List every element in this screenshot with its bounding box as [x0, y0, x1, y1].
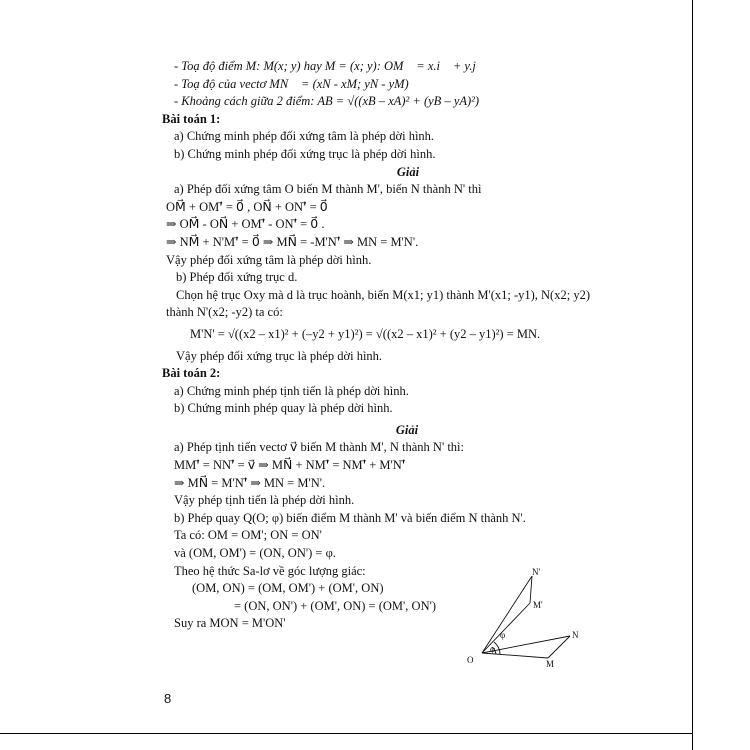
math-line: (OM, ON) = (OM, OM') + (OM', ON)	[192, 581, 384, 596]
text-line: a) Phép tịnh tiến vectơ v⃗ biến M thành M', N thành N' thì:	[174, 440, 464, 455]
label-n-prime: N'	[532, 568, 541, 577]
label-n: N	[572, 630, 579, 640]
text-line: Theo hệ thức Sa-lơ về góc lượng giác:	[174, 563, 366, 578]
text-line: Vậy phép tịnh tiến là phép dời hình.	[174, 493, 355, 508]
ray-on-prime	[482, 576, 532, 653]
label-m-prime: M'	[533, 600, 543, 610]
solution-heading: Giải	[396, 164, 420, 179]
solution-heading: Giải	[395, 422, 419, 437]
label-phi: φ	[500, 630, 506, 640]
text-line: - Khoảng cách giữa 2 điểm: AB = √((xB – xA)² + (yB – yA)²)	[174, 94, 480, 109]
text-line: - Toạ độ của vectơ MN⃗ = (xN - xM; yN - yM)	[174, 76, 409, 91]
label-m: M	[546, 659, 555, 668]
text-line: b) Chứng minh phép quay là phép dời hình.	[174, 401, 393, 416]
label-o: O	[467, 655, 474, 665]
page-number: 8	[164, 691, 172, 706]
text-line: và (OM, OM') = (ON, ON') = φ.	[174, 546, 336, 561]
math-line: OM⃗ + OM'⃗ = 0⃗ , ON⃗ + ON'⃗ = 0⃗	[166, 199, 328, 214]
text-line: b) Phép đối xứng trục d.	[176, 270, 298, 285]
section-heading: Bài toán 1:	[162, 111, 221, 126]
text-line: a) Chứng minh phép đối xứng tâm là phép dời hình.	[174, 129, 435, 144]
text-line: b) Chứng minh phép đối xứng trục là phép dời hình.	[174, 146, 436, 161]
math-formula: M'N' = √((x2 – x1)² + (–y2 + y1)²) = √((x2 – x1)² + (y2 – y1)²) = MN.	[190, 326, 541, 341]
math-line: MM'⃗ = NN'⃗ = v⃗ ⇒ MN⃗ + NM'⃗ = NM'⃗ + M'N'⃗	[174, 458, 406, 473]
rotation-diagram	[460, 568, 590, 668]
text-line: Ta có: OM = OM'; ON = ON'	[174, 528, 322, 543]
label-phi: φ	[490, 644, 496, 654]
page-content	[162, 58, 682, 633]
text-line: Vậy phép đối xứng trục là phép dời hình.	[176, 348, 383, 363]
math-line: ⇒ OM⃗ - ON⃗ + OM'⃗ - ON'⃗ = 0⃗ .	[166, 217, 325, 232]
section-heading: Bài toán 2:	[162, 366, 221, 381]
segment-mprime-nprime	[530, 576, 532, 603]
text-line: - Toạ độ điểm M: M(x; y) hay M = (x; y): OM⃗ = x.i⃗ + y.j⃗	[174, 59, 486, 73]
math-line: Suy ra MON = M'ON'	[174, 616, 286, 631]
math-line: = (ON, ON') + (OM', ON) = (OM', ON')	[234, 598, 437, 613]
math-line: ⇒ NM⃗ + N'M'⃗ = 0⃗ ⇒ MN⃗ = -M'N'⃗ ⇒ MN = M'N'.	[166, 234, 419, 249]
text-line: thành N'(x2; -y2) ta có:	[166, 305, 283, 320]
page-edge-bottom	[0, 733, 693, 734]
text-line: a) Chứng minh phép tịnh tiến là phép dời hình.	[174, 383, 409, 398]
text-line: a) Phép đối xứng tâm O biến M thành M', biến N thành N' thì	[174, 182, 482, 197]
page-edge-right	[692, 0, 693, 750]
math-line: ⇒ MN⃗ = M'N'⃗ ⇒ MN = M'N'.	[174, 475, 326, 490]
text-line: b) Phép quay Q(O; φ) biến điểm M thành M' và biến điểm N thành N'.	[174, 510, 526, 525]
text-line: Vậy phép đối xứng tâm là phép dời hình.	[166, 252, 372, 267]
text-line: Chọn hệ trục Oxy mà d là trục hoành, biến M(x1; y1) thành M'(x1; -y1), N(x2; y2)	[176, 287, 590, 302]
